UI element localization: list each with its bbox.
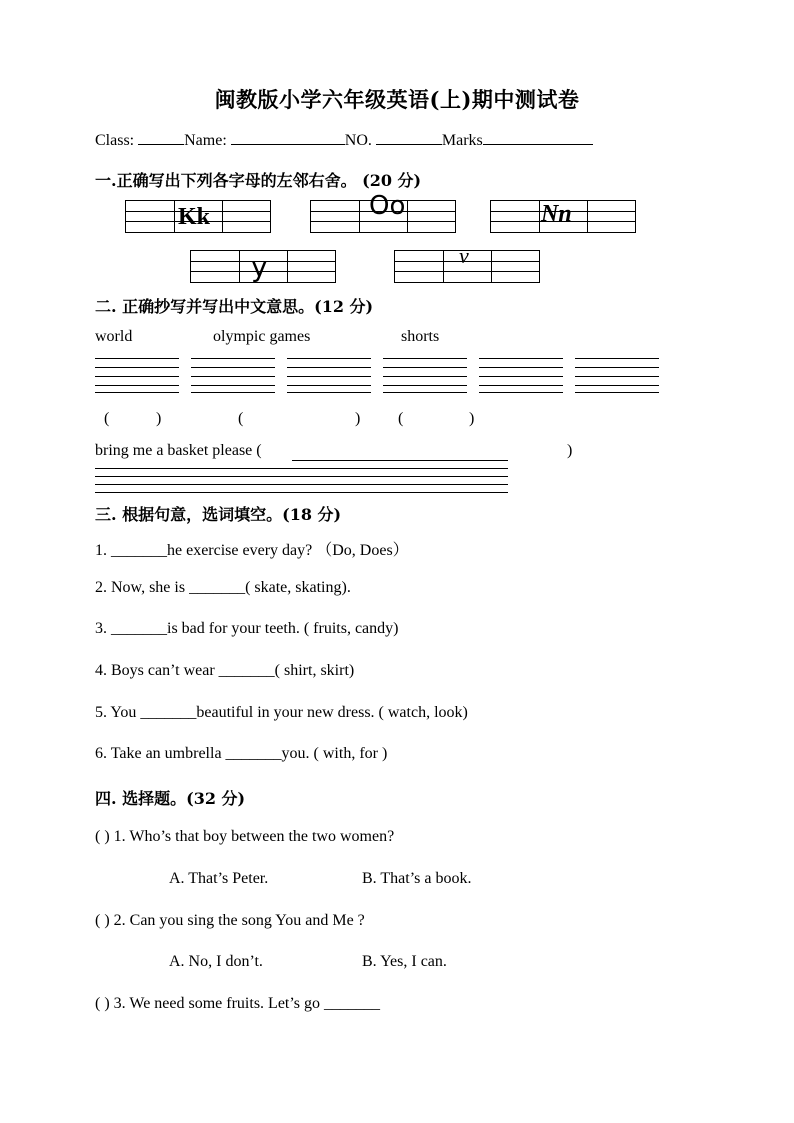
fill-blank-4[interactable]: _______ — [218, 662, 275, 679]
copy-sentence: bring me a basket please ( — [95, 442, 262, 459]
option-2b: B. Yes, I can. — [362, 953, 447, 970]
answer-paren-1[interactable]: ( ) — [95, 828, 110, 845]
option-1a: A. That’s Peter. — [169, 870, 269, 887]
meaning-paren-open-2: ( — [238, 410, 244, 427]
question-text-3: 3. We need some fruits. Let’s go _______ — [113, 995, 381, 1012]
name-label: Name: — [184, 132, 227, 149]
fill-blank-3[interactable]: _______ — [111, 620, 167, 637]
section-1-heading: 一.正确写出下列各字母的左邻右舍。 (20 分) — [95, 171, 422, 190]
fill-item-6: 6. Take an umbrella _______you. ( with, for ) — [95, 745, 388, 762]
number-label: NO. — [344, 132, 372, 149]
copy-word-1: world — [95, 328, 133, 345]
letter-grid-nn[interactable] — [490, 200, 636, 233]
meaning-paren-open-3: ( — [398, 410, 404, 427]
fill-blank-5[interactable]: _______ — [140, 704, 197, 721]
meaning-paren-close-2: ) — [355, 410, 361, 427]
choice-question-2 — [95, 912, 365, 930]
letter-kk: Kk — [178, 204, 211, 230]
section-4-heading: 四. 选择题。(32 分) — [95, 789, 246, 808]
letter-grid-oo[interactable] — [310, 191, 456, 233]
choice-question-3 — [95, 995, 380, 1013]
copy-word-2: olympic games — [213, 328, 311, 345]
meaning-paren-open-1: ( — [104, 410, 110, 427]
fill-item-5: 5. You _______beautiful in your new dress. ( watch, look) — [95, 704, 468, 721]
letter-grid-y[interactable] — [190, 250, 336, 283]
question-text-2: 2. Can you sing the song You and Me ? — [113, 912, 365, 929]
answer-paren-3[interactable]: ( ) — [95, 995, 110, 1012]
meaning-paren-close-1: ) — [156, 410, 162, 427]
student-info-line — [95, 130, 593, 150]
name-field[interactable] — [231, 130, 345, 145]
class-label: Class: — [95, 132, 135, 149]
page-title: 闽教版小学六年级英语(上)期中测试卷 — [214, 87, 580, 112]
marks-label: Marks — [441, 132, 483, 149]
fill-blank-2[interactable]: _______ — [189, 579, 246, 596]
choice-question-1 — [95, 828, 394, 846]
letter-y: y — [251, 250, 268, 283]
letter-grid-v[interactable] — [394, 243, 540, 283]
section-3-heading: 三. 根据句意，选词填空。(18 分) — [95, 505, 342, 524]
class-field[interactable] — [138, 130, 184, 145]
fill-item-1: 1. _______he exercise every day? （Do, Does） — [95, 542, 409, 559]
copy-word-3: shorts — [401, 328, 440, 345]
letter-oo: Oo — [369, 191, 406, 221]
option-2a: A. No, I don’t. — [169, 953, 263, 970]
fill-item-3: 3. _______is bad for your teeth. ( fruits, candy) — [95, 620, 399, 637]
number-field[interactable] — [376, 130, 442, 145]
fill-item-4: 4. Boys can’t wear _______( shirt, skirt) — [95, 662, 355, 679]
question-text-1: 1. Who’s that boy between the two women? — [113, 828, 395, 845]
letter-v: v — [459, 243, 469, 268]
answer-paren-2[interactable]: ( ) — [95, 912, 110, 929]
section-2-heading: 二. 正确抄写并写出中文意思。(12 分) — [95, 297, 374, 316]
copy-sentence-close: ) — [567, 442, 573, 459]
marks-field[interactable] — [483, 130, 593, 145]
option-1b: B. That’s a book. — [362, 870, 472, 887]
fill-blank-1[interactable]: _______ — [111, 542, 167, 559]
sentence-meaning-blank[interactable] — [292, 460, 508, 461]
fill-item-2: 2. Now, she is _______( skate, skating). — [95, 579, 351, 596]
letter-grid-kk[interactable] — [125, 200, 271, 233]
letter-nn: Nn — [541, 201, 572, 227]
fill-blank-6[interactable]: _______ — [225, 745, 282, 762]
meaning-paren-close-3: ) — [469, 410, 475, 427]
